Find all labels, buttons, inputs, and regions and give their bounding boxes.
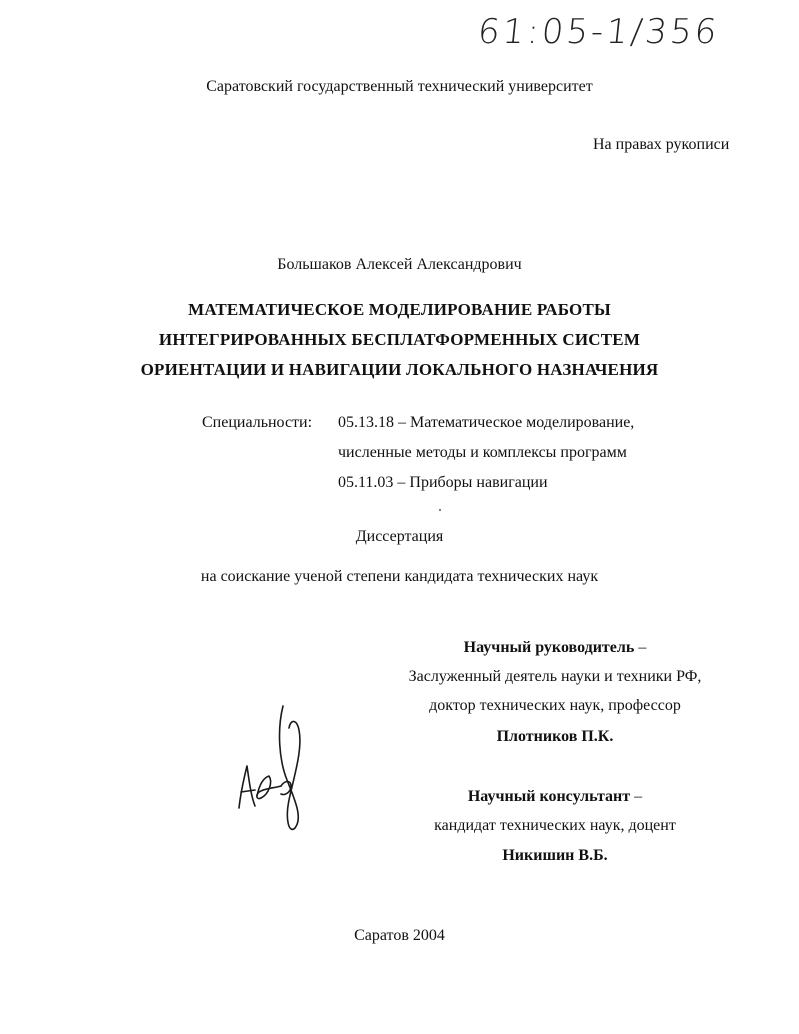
author-name: Большаков Алексей Александрович [277, 256, 522, 273]
title-line-2: ИНТЕГРИРОВАННЫХ БЕСПЛАТФОРМЕННЫХ СИСТЕМ [158, 330, 641, 349]
supervisor-role-label: Научный руководитель [463, 639, 635, 656]
specialty-line: 05.11.03 – Приборы навигации [338, 474, 548, 491]
specialties-list [338, 413, 634, 503]
speck [439, 509, 441, 511]
consultant-role-label: Научный консультант [467, 788, 631, 805]
document-type: Диссертация [355, 528, 444, 545]
supervisor-role-dash: – [634, 639, 647, 656]
specialties-label: Специальности: [202, 414, 313, 431]
manuscript-note: На правах рукописи [593, 136, 730, 153]
supervisor-line: доктор технических наук, профессор [429, 697, 681, 714]
specialty-line: численные методы и комплексы программ [338, 444, 627, 461]
supervisor-name: Плотников П.К. [496, 728, 614, 745]
consultant-line: кандидат технических наук, доцент [434, 817, 676, 834]
title-line-3: ОРИЕНТАЦИИ И НАВИГАЦИИ ЛОКАЛЬНОГО НАЗНАЧЕНИЯ [140, 360, 659, 379]
signature-icon [225, 700, 325, 840]
degree-line: на соискание ученой степени кандидата технических наук [200, 568, 599, 585]
consultant-name: Никишин В.Б. [502, 847, 608, 864]
consultant-role-dash: – [630, 788, 643, 805]
consultant-role [390, 787, 720, 807]
university-name: Саратовский государственный технический университет [206, 78, 593, 95]
supervisor-role [390, 638, 720, 658]
place-year: Саратов 2004 [354, 927, 445, 944]
title-line-1: МАТЕМАТИЧЕСКОЕ МОДЕЛИРОВАНИЕ РАБОТЫ [188, 300, 611, 319]
archive-code-handwritten: 61:05-1/356 [475, 12, 722, 52]
supervisor-line: Заслуженный деятель науки и техники РФ, [408, 668, 702, 685]
specialty-line: 05.13.18 – Математическое моделирование, [338, 414, 635, 431]
